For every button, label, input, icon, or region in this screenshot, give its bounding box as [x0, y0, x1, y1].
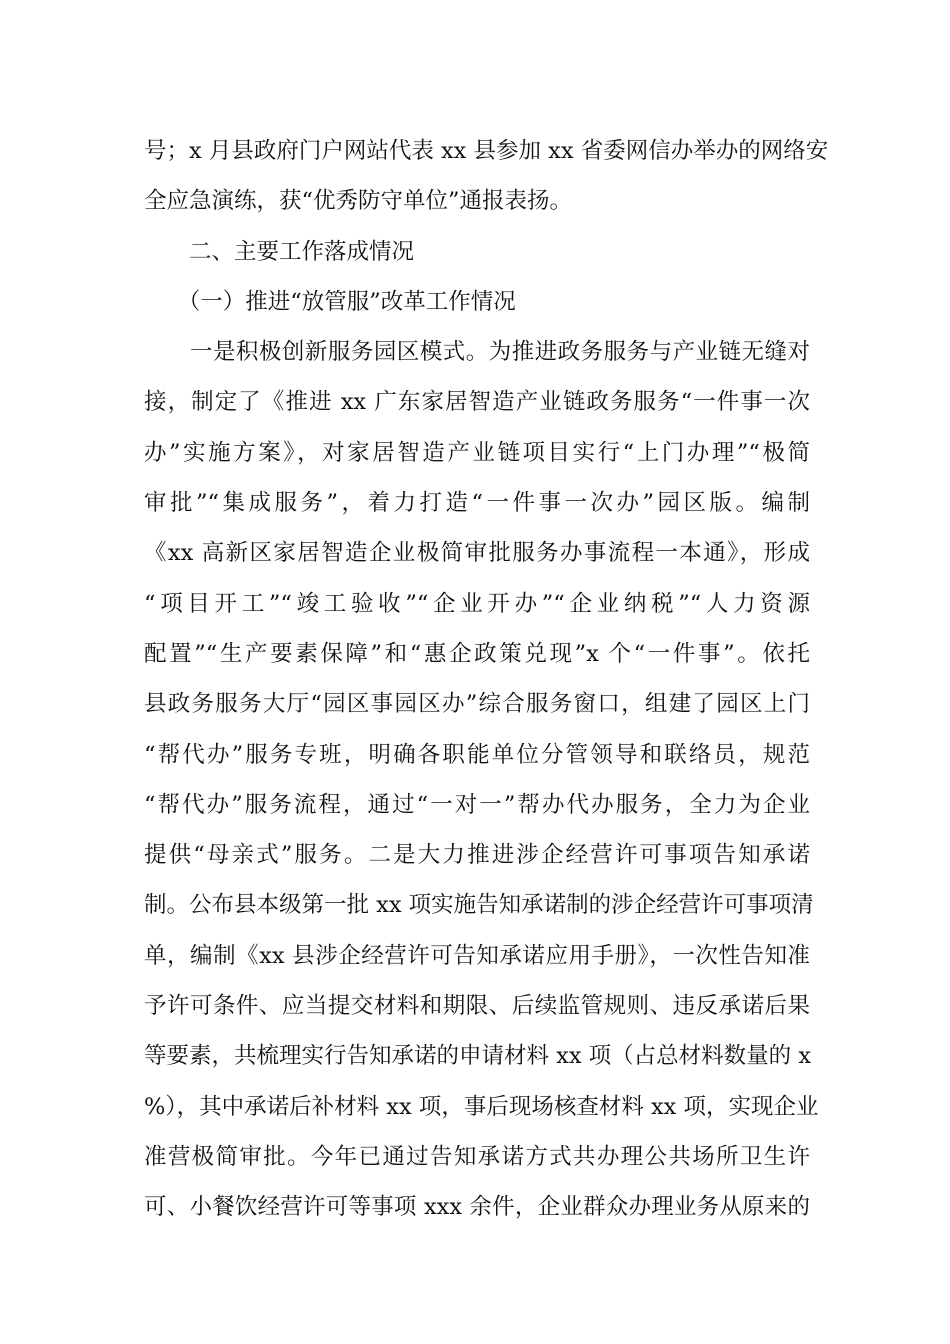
text-line: 号；x 月县政府门户网站代表 xx 县参加 xx 省委网信办举办的网络安	[144, 138, 829, 164]
text-line: 提供“母亲式”服务。二是大力推进涉企经营许可事项告知承诺	[144, 842, 810, 869]
text-line: 配置”“生产要素保障”和“惠企政策兑现”x 个“一件事”。依托	[144, 640, 810, 667]
text-line: 审批”“集成服务”，着力打造“一件事一次办”园区版。编制	[144, 490, 810, 517]
text-line: 予许可条件、应当提交材料和期限、后续监管规则、违反承诺后果	[144, 993, 810, 1020]
text-line: “项目开工”“竣工验收”“企业开办”“企业纳税”“人力资源	[144, 590, 810, 617]
text-line: “帮代办”服务流程，通过“一对一”帮办代办服务，全力为企业	[144, 791, 810, 818]
text-line: 一是积极创新服务园区模式。为推进政务服务与产业链无缝对	[144, 339, 810, 366]
text-line: 县政务服务大厅“园区事园区办”综合服务窗口，组建了园区上门	[144, 691, 810, 718]
text-line: 办”实施方案》，对家居智造产业链项目实行“上门办理”“极简	[144, 439, 810, 466]
text-line: 全应急演练，获“优秀防守单位”通报表扬。	[144, 188, 573, 215]
text-line: 准营极简审批。今年已通过告知承诺方式共办理公共场所卫生许	[144, 1143, 810, 1170]
text-line: 等要素，共梳理实行告知承诺的申请材料 xx 项（占总材料数量的 x	[144, 1043, 812, 1070]
text-line: 接，制定了《推进 xx 广东家居智造产业链政务服务“一件事一次	[144, 389, 810, 416]
body-text	[144, 126, 829, 1233]
text-line: 制。公布县本级第一批 xx 项实施告知承诺制的涉企经营许可事项清	[144, 892, 814, 919]
text-line: 《xx 高新区家居智造企业极简审批服务办事流程一本通》，形成	[144, 540, 810, 567]
section-heading: 二、主要工作落成情况	[144, 238, 415, 265]
text-line: 可、小餐饮经营许可等事项 xxx 余件，企业群众办理业务从原来的	[144, 1194, 810, 1221]
text-line: %），其中承诺后补材料 xx 项，事后现场核查材料 xx 项，实现企业	[144, 1093, 819, 1120]
text-line: “帮代办”服务专班，明确各职能单位分管领导和联络员，规范	[144, 741, 810, 768]
text-line: 单，编制《xx 县涉企经营许可告知承诺应用手册》，一次性告知准	[144, 942, 810, 969]
subsection-heading: （一）推进“放管服”改革工作情况	[144, 288, 516, 315]
